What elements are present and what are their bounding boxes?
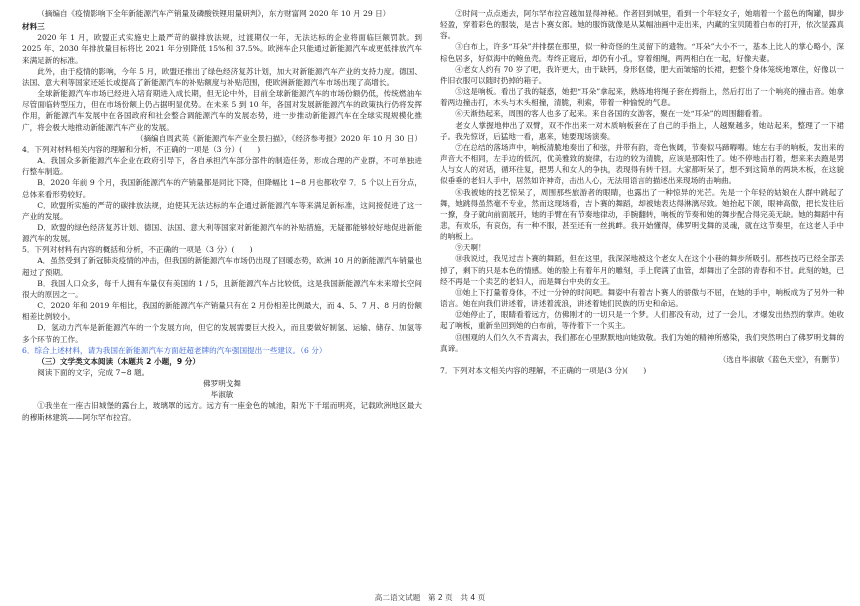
source-citation-1: （摘编自《疫情影响下全年新能源汽车产销量及磷酸铁锂用量研判》，东方财富网 2020 年 10 月 29 日） xyxy=(37,9,391,18)
story-paragraph-13: ⑫她停止了，眼睛看着远方，仿佛刚才的一切只是一个梦。人们都没有动，过了一会儿，才爆发出热烈的掌声。她收起了响板，重新坐回到她的白布前，等待着下一个买主。 xyxy=(440,310,844,331)
material-3-paragraph-1: 2020 年 1 月，欧盟正式实施史上最严苛的碳排放法规，过渡期仅一年，无法达标的企业将面临巨额罚款。到 2025 年、2030 年排放量目标将比 2021 年分别降低 15%和 37.5%。欧洲车企只能通过新能源汽车或更低排放汽车来满足新的标准。 xyxy=(22,33,422,65)
story-paragraph-2: ②时间一点点逝去，阿尔罕布拉宫越加显得神秘。作者回到城里，看到一个年轻女子，她端着一个蓝色的陶罐，脚步轻盈，穿着彩色的服装，是吉卜赛女郎。她的服饰就像是从某幅油画中走出来，内藏的宝贝随着白布的打开，依次显露真容。 xyxy=(440,9,844,41)
section-3-heading: （三）文学类文本阅读（本题共 2 小题，9 分） xyxy=(37,356,200,366)
question-5-option-c: C．2020 年和 2019 年相比，我国的新能源汽车产销量只有在 2 月份相差比例最大，而 4、5、7 月、8 月的份额相差比例较小。 xyxy=(22,301,422,322)
right-column xyxy=(440,8,844,376)
story-paragraph-5: ⑤这是响板。看出了我的疑惑，她把“耳朵”拿起来，熟练地将绳子套在拇指上，然后打出了一个响亮的撞击音。她拿着两边撞击打，木头与木头相撞，清脆，利索，带着一种愉悦的气息。 xyxy=(440,87,844,108)
section-3-intro: 阅读下面的文字，完成 7~8 题。 xyxy=(37,368,150,377)
story-paragraph-4: ④老女人约有 70 岁了吧，我许更大，由于缺钙，身形伛偻，肥大而皱缩的长裙，把整个身体笼统地罩住，好像以一件旧衣服可以随时扔掉的箱子。 xyxy=(440,64,844,85)
material-3-heading: 材料三 xyxy=(22,22,45,32)
question-7: 7．下列对本文相关内容的理解，不正确的一项是(3 分)( ) xyxy=(440,366,647,375)
question-4-option-d: D．欧盟的绿色经济复苏计划、德国、法国、意大利等国家对新能源汽车的补贴措施，无疑都能够较好地促进新能源汽车的发展。 xyxy=(22,222,422,244)
material-3-paragraph-3: 全球新能源汽车市场已经进入培育期进入成长期，但无论中外，目前全球新能源汽车的市场份额仍低，传统燃油车尽管面临转型压力，但在市场份额上仍占据明显优势。在未来 5 到 10 年，各国对发展新能源汽车的政策执行仍将发挥作用，新能源汽车发展中在各国政府和社会整合调能源汽车的发展态势，进一步推动新能源汽车在全球实现规模化推广，将会极大地推动新能源汽车产业的发展。 xyxy=(22,89,422,132)
source-citation-2: （摘编自周武英《新能源汽车产业全景扫描》，《经济参考报》2020 年 10 月 30 日） xyxy=(135,133,422,143)
page-footer: 高二语文试题 第 2 页 共 4 页 xyxy=(374,593,486,602)
question-4-option-c: C．欧盟所实施的严苛的碳排放法规，迫使其无法达标的车企通过新能源汽车等来满足新标准，这间接促进了这一产业的发展。 xyxy=(22,200,422,221)
question-4: 4．下列对材料相关内容的理解和分析，不正确的一项是（3 分）( ) xyxy=(22,144,261,154)
story-paragraph-12: ⑪她上下打量着身体，不过一分钟的时间吧。舞姿中有着吉卜赛人的骄傲与不屈，在她的手中，响板成为了另外一种语言。她在向我们讲述着，讲述着流浪，讲述着她们民族的历史和命运。 xyxy=(440,287,844,309)
question-6: 6．综合上述材料，请为我国在新能源汽车方面赶超老牌的汽车强国提出一些建议。（6 分） xyxy=(22,345,327,355)
question-5-option-b: B．我国人口众多，每千人拥有车量仅有美国的 1 / 5，且新能源汽车占比较低，这是我国新能源汽车未来增长空间很大的原因之一。 xyxy=(22,278,422,299)
story-paragraph-3: ③白布上，许多“耳朵”并排摆在那里，似一种奇怪的生灵留下的遗物。“耳朵”大小不一，基本上比人的掌心略小，深棕色居多，好似海中的鲍鱼壳。寿终正寝后，却仍有小孔，穿着细绳，两两相白在一起，好像夫妻。 xyxy=(440,42,844,63)
story-paragraph-6: ⑥天渐热起来，周围的客人也多了起来。来自各国的女游客，聚在一处“耳朵”的周围翻看着。 xyxy=(455,109,767,119)
story-paragraph-1: ①我坐在一座古旧城堡的露台上，玻璃罩的远方。远方有一座金色的城池，阳光下千瑶而明亮，记载欧洲地区最大的穆斯林建筑——阿尔罕布拉宫。 xyxy=(22,401,422,422)
question-5: 5．下列对材料有内容的概括和分析，不正确的一项是（3 分）( ) xyxy=(22,245,253,255)
story-paragraph-10: ⑨天啊！ xyxy=(455,243,486,253)
story-paragraph-7: 老女人掌握地伸出了双臂，双不作出来一对木质响板套在了自己的手指上，人越聚越多，她站起来，整理了一下裙子。我先惊讶，后猛地一看，惠来，她要现场演奏。 xyxy=(440,120,844,141)
source-citation-3: （选自毕淑敏《蓝色天堂》，有删节） xyxy=(718,354,844,364)
story-title: 佛罗明戈舞 xyxy=(203,379,241,389)
question-4-option-a: A．我国众多新能源汽车企业在政府引导下，各自承担汽车部分部件的制造任务，形成合理的产业群，不可单独进行整车制造。 xyxy=(22,156,422,177)
story-paragraph-9: ⑧我被她的技艺惊呆了，周围那些旅游者的眼睛，也露出了一种惊异的光芒。先是一个年轻的姑娘在人群中跳起了舞，她跳得虽然毫不专业，然而这现场看，吉卜赛的舞蹈，却被她表达得淋漓尽致。她抬起下颌，眼神高傲，把长发往后一撩，身子就向前面展开，她的手臂在有节奏地律动，手腕翻转，响板的节奏和她的舞步配合得完美无缺。她的舞蹈中有悲，有欢乐，有哀伤，有一种不服，甚至还有一丝挑衅。我开始懂得，佛罗明戈舞的灵魂，就在这节奏里，在这老人手中的响板上。 xyxy=(440,187,844,242)
story-author: 毕淑敏 xyxy=(210,390,234,400)
story-paragraph-11: ⑩我说过，我见过吉卜赛的舞蹈，但在这里，我深深地被这个老女人在这个小巷的舞步所吸引。那些技巧已经全部丢掉了，剩下的只是本色的情感。她的脸上有着年月的雕刻，手上爬满了血管，却舞出了全部的青春和不甘。此刻的她，已经不再是一个卖艺的老妇人，而是舞台中央的女王。 xyxy=(440,254,844,286)
question-5-option-a: A．虽然受到了新冠肺炎疫情的冲击，但我国的新能源汽车市场仍出现了回暖态势，欧洲 10 月的新能源汽车销量也超过了预期。 xyxy=(22,256,422,277)
question-4-option-b: B．2020 年前 9 个月，我国新能源汽车的产销量都是同比下降，但降幅比 1~8 月也都收窄 7．5 个以上百分点，总体来看形势较好。 xyxy=(22,178,422,199)
question-5-option-d: D．氢动力汽车是新能源汽车的一个发展方向，但它的发展需要巨大投入，而且要做好制氢、运输、储存、加氢等多个环节的工作。 xyxy=(22,323,422,344)
story-paragraph-8: ⑦在总结的落场声中，响板清脆地奏出了和弦，并带有韵，奇色恢阔，节奏似马蹄嘚嘚。她左右手的响板，发出来的声音大不相同，左手边的低沉，优美雅致的旋律，右边的较为清脆，应该是那阳性了。她不停地击打着，想来来去跑是男人与女人的对话，循环往复，把男人和女人的争执，表现得有转千回。大家都听呆了，想不到这简单的两块木板，在这貌似垂垂的老妇人手中，居然如许神奇，击出人心，无法用语言的描述出来现场的击响曲。 xyxy=(440,142,844,186)
left-column xyxy=(22,8,422,423)
material-3-paragraph-2: 此外，由于疫情的影响，今年 5 月，欧盟还推出了绿色经济复苏计划，加大对新能源汽车产业的支持力度。德国、法国、意大利等国家还延长或提高了新能源汽车的补贴额度与补贴范围，使欧洲新能源汽车市场出现了高增长。 xyxy=(22,66,422,87)
story-paragraph-14: ⑬围观的人们久久不肯离去，我们都在心里默默地向她致敬。我们为她的精神所感染，我们突然明白了佛罗明戈舞的真谛。 xyxy=(440,332,844,353)
